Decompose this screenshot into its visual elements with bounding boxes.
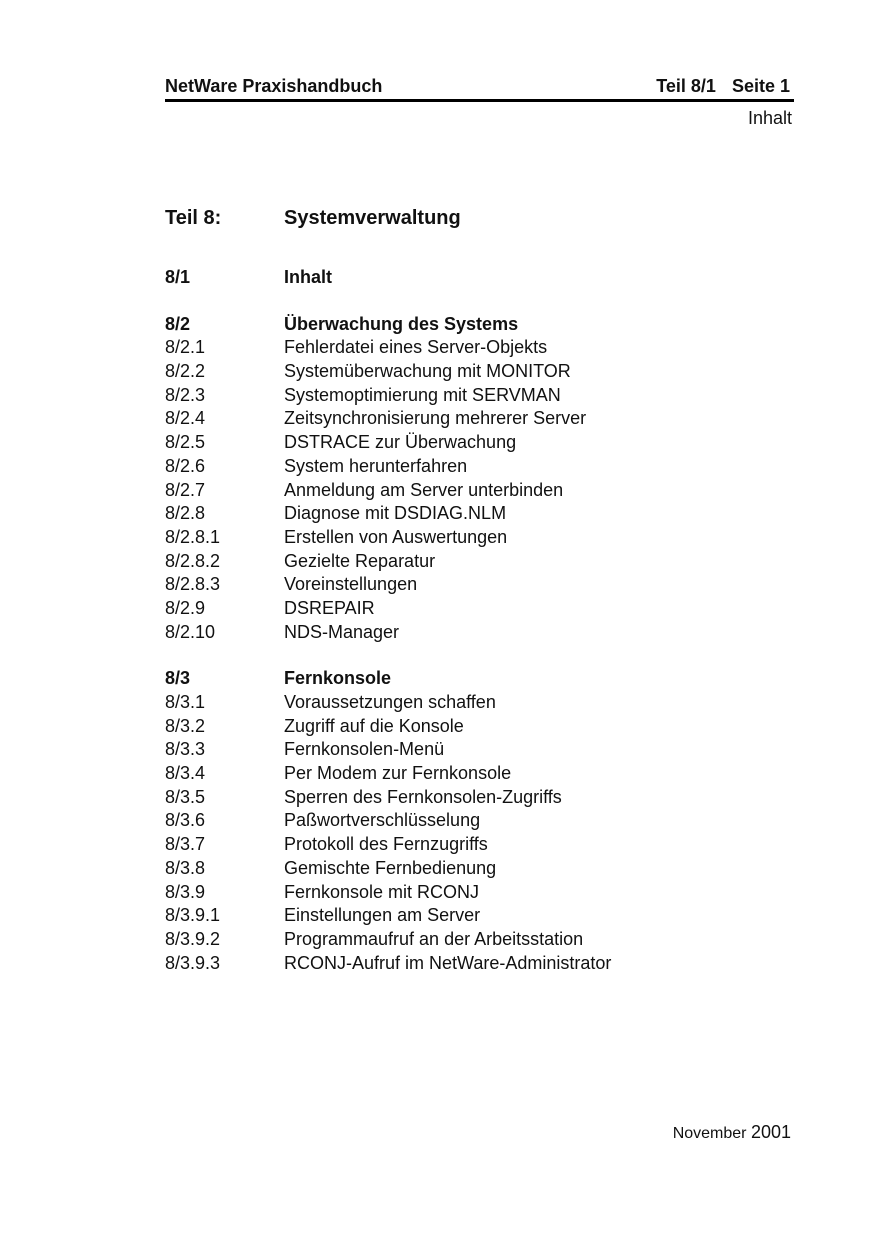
- toc-entry-title: Überwachung des Systems: [284, 313, 519, 334]
- part-number: Teil 8:: [165, 207, 222, 229]
- toc-entry-number: 8/3.3: [165, 739, 206, 760]
- toc-entry-title: Erstellen von Auswertungen: [284, 526, 508, 547]
- book-title: NetWare Praxishandbuch: [165, 76, 383, 96]
- toc-entry: [165, 266, 794, 290]
- toc-entry: [165, 526, 794, 550]
- toc-entry-title: Diagnose mit DSDIAG.NLM: [284, 503, 507, 524]
- toc-entry: [165, 336, 794, 360]
- toc-entry: [165, 455, 794, 479]
- toc-entry: [165, 952, 794, 976]
- toc-entry-title: RCONJ-Aufruf im NetWare-Administrator: [284, 952, 612, 973]
- toc-entry-number: 8/2.2: [165, 361, 206, 382]
- footer-month: November: [672, 1125, 747, 1142]
- toc-entry: [165, 621, 794, 645]
- toc-entry-title: Zugriff auf die Konsole: [284, 715, 464, 736]
- toc-entry-number: 8/2.7: [165, 479, 206, 500]
- toc-entry-number: 8/3.9.2: [165, 928, 221, 949]
- toc-entry-title: NDS-Manager: [284, 621, 400, 642]
- page-reference: [656, 76, 790, 97]
- toc-entry-number: 8/2.6: [165, 455, 206, 476]
- toc-entry-number: 8/3.1: [165, 692, 206, 712]
- toc-entry-title: Protokoll des Fernzugriffs: [284, 834, 488, 855]
- toc-entry: [165, 809, 794, 833]
- toc-entry: [165, 479, 794, 503]
- toc-entry: [165, 667, 794, 691]
- toc-entry-title: Fernkonsole: [284, 668, 392, 689]
- toc-entry-number: 8/3.6: [165, 810, 206, 831]
- toc-entry-number: 8/2.10: [165, 621, 216, 642]
- toc-entry-title: Anmeldung am Server unterbinden: [284, 479, 564, 500]
- page-header: [165, 76, 794, 102]
- part-reference: Teil 8/1: [656, 76, 716, 96]
- page-number: Seite 1: [731, 76, 790, 96]
- toc-entry-number: 8/3.5: [165, 786, 206, 807]
- toc-entry: [165, 597, 794, 621]
- toc-entry: [165, 904, 794, 928]
- toc-entry-title: Systemoptimierung mit SERVMAN: [284, 384, 561, 405]
- toc-entry-title: Systemüberwachung mit MONITOR: [284, 361, 571, 382]
- toc-entry-number: 8/3.9.3: [165, 952, 221, 973]
- toc-entry: [165, 833, 794, 857]
- toc-entry-number: 8/2.8.3: [165, 574, 221, 595]
- toc-entry-number: 8/1: [165, 267, 191, 287]
- toc-entry-number: 8/2.9: [165, 597, 206, 618]
- toc-entry-title: Programmaufruf an der Arbeitsstation: [284, 928, 584, 949]
- toc-group: [165, 266, 794, 290]
- toc-entry-number: 8/2.8.2: [165, 550, 221, 571]
- toc-entry-number: 8/2.8: [165, 503, 206, 524]
- toc-entry: [165, 786, 794, 810]
- toc-entry: [165, 857, 794, 881]
- toc-entry-number: 8/2.1: [165, 337, 206, 358]
- page-footer: [673, 1122, 791, 1143]
- toc-entry-number: 8/3.9.1: [165, 905, 221, 926]
- toc-entry-title: DSTRACE zur Überwachung: [284, 432, 517, 453]
- toc-entry: [165, 502, 794, 526]
- toc-entry-number: 8/2.8.1: [165, 526, 221, 547]
- toc-entry: [165, 691, 794, 715]
- toc-entry: [165, 715, 794, 739]
- toc-entry-title: Paßwortverschlüsselung: [284, 810, 481, 831]
- toc-entry-number: 8/3.7: [165, 834, 206, 855]
- toc-entry-title: Voraussetzungen schaffen: [284, 692, 496, 712]
- toc-entry: [165, 407, 794, 431]
- toc-entry-title: DSREPAIR: [284, 597, 375, 618]
- toc-entry: [165, 573, 794, 597]
- toc-entry-title: Fernkonsolen-Menü: [284, 739, 445, 760]
- toc-entry-number: 8/3: [165, 668, 191, 689]
- toc-entry: [165, 550, 794, 574]
- toc-entry-title: Inhalt: [284, 267, 332, 287]
- toc-entry: [165, 881, 794, 905]
- toc-entry-title: Gezielte Reparatur: [284, 550, 436, 571]
- toc-entry-number: 8/2.4: [165, 408, 206, 429]
- toc-entry: [165, 384, 794, 408]
- toc-entry-title: Per Modem zur Fernkonsole: [284, 763, 512, 784]
- toc-entry: [165, 928, 794, 952]
- toc-group: [165, 313, 794, 645]
- toc-entry-title: Fehlerdatei eines Server-Objekts: [284, 337, 548, 358]
- toc-entry-title: Sperren des Fernkonsolen-Zugriffs: [284, 786, 562, 807]
- toc-entry-title: Fernkonsole mit RCONJ: [284, 881, 480, 902]
- toc-entry-number: 8/3.8: [165, 857, 206, 878]
- section-label: Inhalt: [747, 108, 792, 128]
- part-title: Systemverwaltung: [284, 207, 461, 229]
- toc-entry-title: Einstellungen am Server: [284, 905, 481, 926]
- toc-entry-title: System herunterfahren: [284, 455, 468, 476]
- toc-entry: [165, 431, 794, 455]
- footer-year: 2001: [750, 1122, 791, 1142]
- toc-entry-number: 8/3.4: [165, 763, 206, 784]
- toc-entry-number: 8/2.5: [165, 432, 206, 453]
- toc-entry: [165, 738, 794, 762]
- toc-entry-number: 8/2: [165, 313, 191, 334]
- toc-entry-title: Zeitsynchronisierung mehrerer Server: [284, 408, 587, 429]
- toc-entry-number: 8/3.9: [165, 881, 206, 902]
- toc-group: [165, 667, 794, 975]
- toc-entry-number: 8/3.2: [165, 715, 206, 736]
- toc-entry-title: Voreinstellungen: [284, 574, 418, 595]
- table-of-contents: [165, 266, 794, 998]
- toc-entry: [165, 360, 794, 384]
- toc-entry-title: Gemischte Fernbedienung: [284, 857, 497, 878]
- toc-entry: [165, 313, 794, 337]
- toc-entry: [165, 762, 794, 786]
- toc-entry-number: 8/2.3: [165, 384, 206, 405]
